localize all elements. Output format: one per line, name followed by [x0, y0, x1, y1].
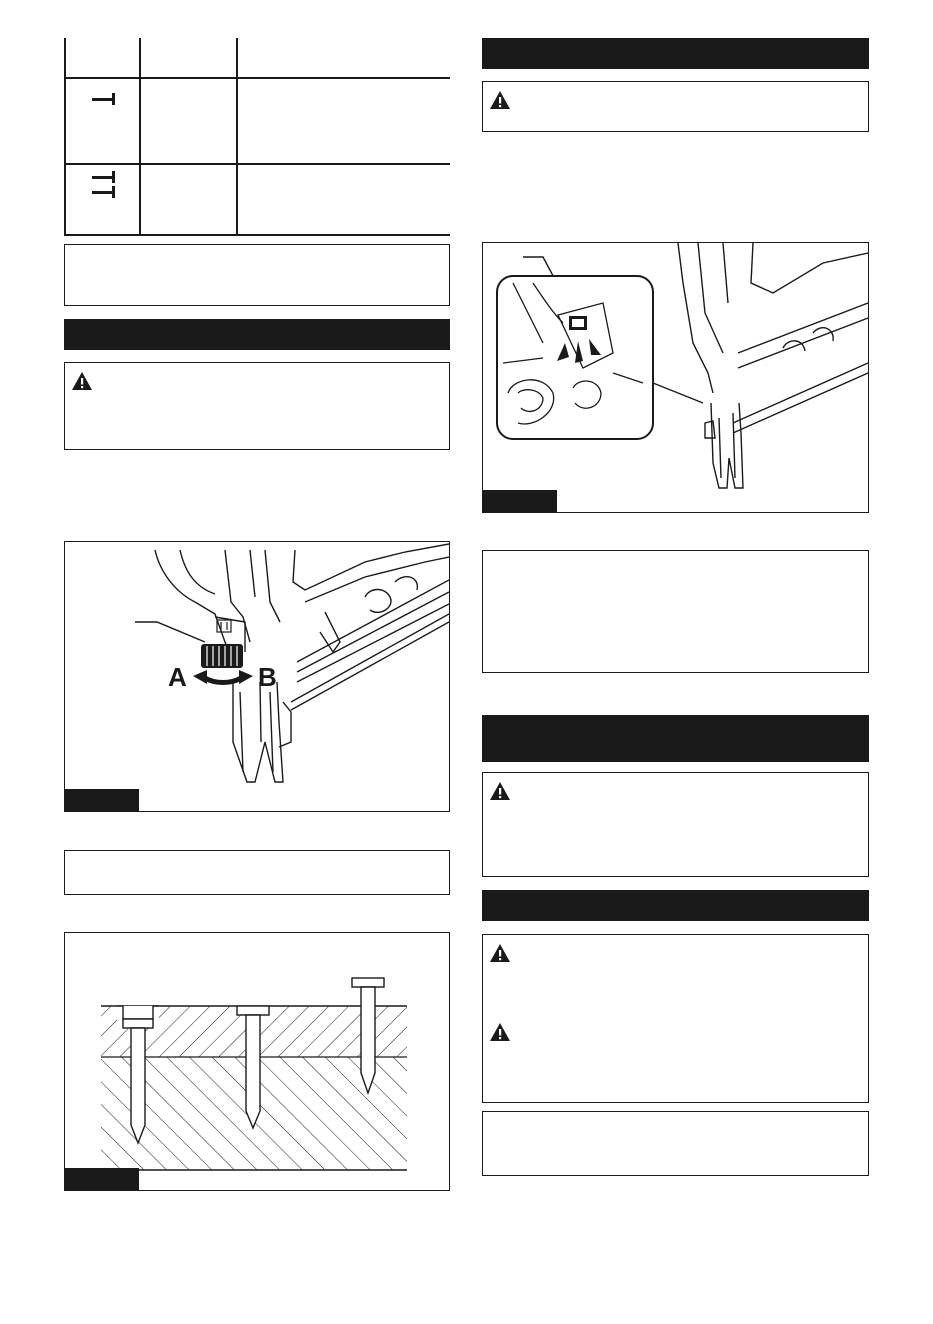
warning-triangle-icon	[489, 781, 511, 801]
nail-depth-illustration	[65, 933, 449, 1190]
caution-box	[482, 934, 869, 1103]
warning-triangle-icon	[489, 90, 511, 110]
note-box	[482, 1111, 869, 1176]
note-box	[482, 550, 869, 673]
warning-triangle-icon	[71, 371, 93, 391]
figure-label	[65, 1168, 139, 1190]
caution-box	[482, 772, 869, 877]
caution-box	[482, 81, 869, 132]
note-box	[64, 244, 450, 306]
warning-triangle-icon	[489, 1022, 511, 1042]
single-nail-icon	[90, 92, 118, 106]
figure-depth-adjust	[64, 541, 450, 812]
figure-label	[65, 789, 139, 811]
note-box	[64, 850, 450, 895]
mode-table	[64, 38, 450, 236]
section-heading-bar	[482, 38, 869, 69]
double-nail-icon	[90, 170, 118, 200]
caution-box	[64, 362, 450, 450]
depth-adjust-illustration	[65, 542, 449, 811]
section-heading-bar	[482, 890, 869, 921]
figure-indicator-lamp	[482, 242, 869, 513]
section-heading-bar	[64, 319, 450, 350]
figure-label	[483, 490, 557, 512]
arrow-label-b: B	[258, 662, 277, 692]
section-heading-bar	[482, 715, 869, 762]
warning-triangle-icon	[489, 943, 511, 963]
figure-nail-depth	[64, 932, 450, 1191]
arrow-label-a: A	[168, 662, 187, 692]
indicator-lamp-illustration	[483, 243, 868, 512]
